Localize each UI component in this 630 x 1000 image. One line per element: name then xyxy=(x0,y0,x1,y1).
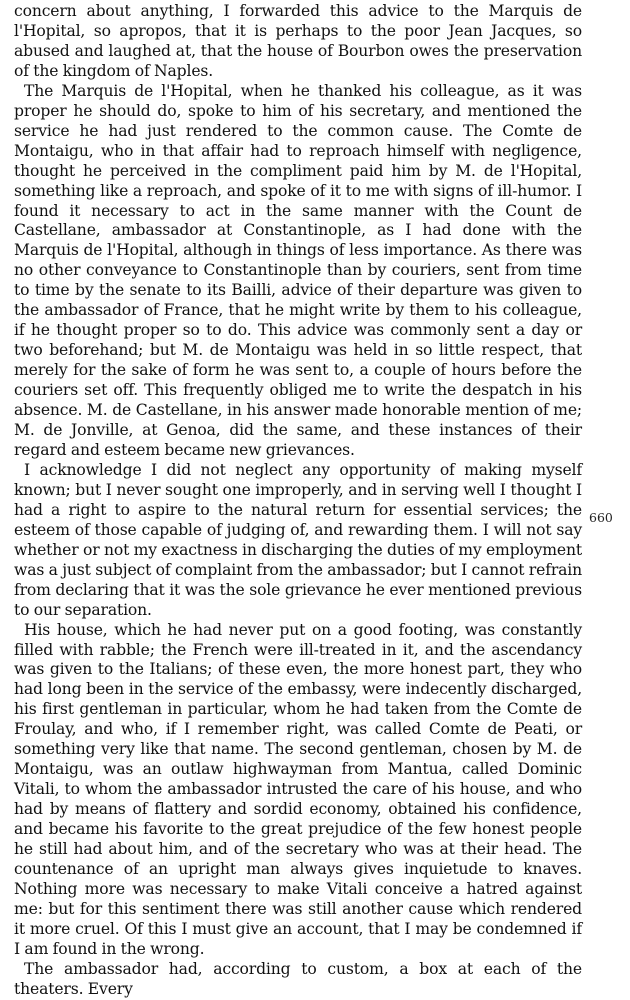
margin-line-number: 660 xyxy=(589,510,613,525)
paragraph: The ambassador had, according to custom, a box at each of the theaters. Every xyxy=(14,959,582,998)
paragraph: I acknowledge I did not neglect any opportunity of making myself known; but I never sought one improperly, and in serving well I thought I had a right to aspire to the natural return for essential services; the esteem of those capable of judging of, and rewarding them. I will not say whether or not my exactness in discharging the duties of my employment was a just subject of complaint from the ambassador; but I cannot refrain from declaring that it was the sole grievance he ever mentioned previous to our separation. xyxy=(14,460,582,619)
paragraph-continuation: concern about anything, I forwarded this advice to the Marquis de l'Hopital, so apropos, that it is perhaps to the poor Jean Jacques, so abused and laughed at, that the house of Bourbon owes the preservation of the kingdom of Naples. xyxy=(14,2,582,80)
paragraph: The Marquis de l'Hopital, when he thanked his colleague, as it was proper he should do, spoke to him of his secretary, and mentioned the service he had just rendered to the common cause. The Comte de Montaigu, who in that affair had to reproach himself with negligence, thought he perceived in the compliment paid him by M. de l'Hopital, something like a reproach, and spoke of it to me with signs of ill-humor. I found it necessary to act in the same manner with the Count de Castellane, ambassador at Constantinople, as I had done with the Marquis de l'Hopital, although in things of less importance. As there was no other conveyance to Constantinople than by couriers, sent from time to time by the senate to its Bailli, advice of their departure was given to the ambassador of France, that he might write by them to his colleague, if he thought proper so to do. This advice was commonly sent a day or two beforehand; but M. de Montaigu was held in so little respect, that merely for the sake of form he was sent to, a couple of hours before the couriers set off. This frequently obliged me to write the despatch in his absence. M. de Castellane, in his answer made honorable mention of me; M. de Jonville, at Genoa, did the same, and these instances of their regard and esteem became new grievances. xyxy=(14,81,582,459)
body-text xyxy=(14,2,582,1000)
paragraph: His house, which he had never put on a good footing, was constantly filled with rabble; the French were ill-treated in it, and the ascendancy was given to the Italians; of these even, the more honest part, they who had long been in the service of the embassy, were indecently discharged, his first gentleman in particular, whom he had taken from the Comte de Froulay, and who, if I remember right, was called Comte de Peati, or something very like that name. The second gentleman, chosen by M. de Montaigu, was an outlaw highwayman from Mantua, called Dominic Vitali, to whom the ambassador intrusted the care of his house, and who had by means of flattery and sordid economy, obtained his confidence, and became his favorite to the great prejudice of the few honest people he still had about him, and of the secretary who was at their head. The countenance of an upright man always gives inquietude to knaves. Nothing more was necessary to make Vitali conceive a hatred against me: but for this sentiment there was still another cause which rendered it more cruel. Of this I must give an account, that I may be condemned if I am found in the wrong. xyxy=(14,620,582,958)
